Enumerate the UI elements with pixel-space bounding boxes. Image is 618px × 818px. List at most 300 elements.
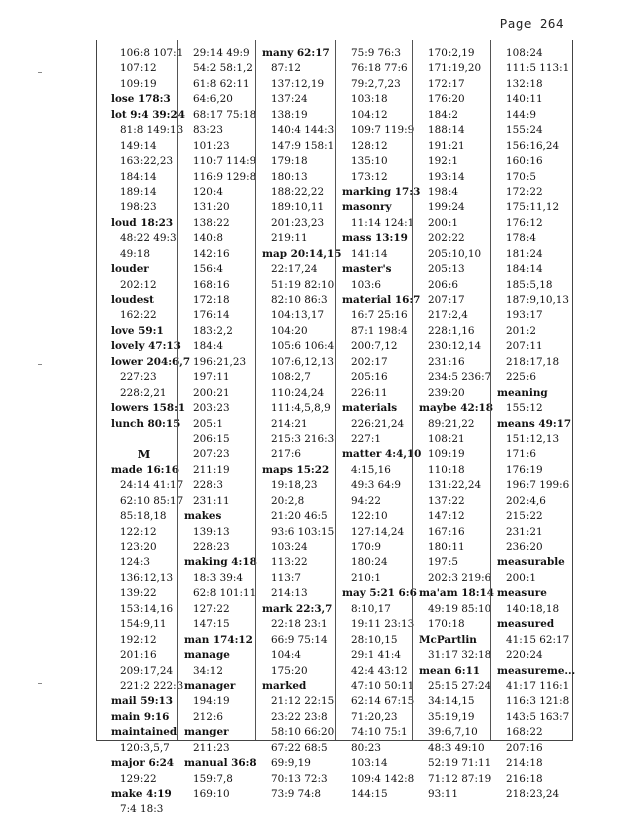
index-entry-line: 167:16 <box>428 525 465 538</box>
index-entry-line: 200:1 <box>506 571 536 584</box>
index-term: main 9:16 <box>111 710 170 723</box>
index-entry-line: 156:16,24 <box>506 139 560 152</box>
index-entry-line: 127:22 <box>193 602 230 615</box>
index-term: major 6:24 <box>111 757 175 770</box>
index-term: loudest <box>111 294 154 306</box>
index-term: make 4:19 <box>111 788 172 800</box>
index-entry-line: 138:19 <box>271 108 308 121</box>
index-entry-line: 39:6,7,10 <box>428 726 478 739</box>
index-entry-line: 226:21,24 <box>351 417 405 430</box>
index-entry-line: 22:18 23:1 <box>271 618 328 631</box>
index-entry-line: 170:5 <box>506 170 536 183</box>
index-entry-line: 239:20 <box>428 386 465 399</box>
index-entry-line: 48:3 49:10 <box>428 741 485 754</box>
index-term: ma'am 18:14 <box>419 587 495 600</box>
index-entry-line: 171:19,20 <box>428 62 482 75</box>
index-entry-line: 54:2 58:1,2 <box>193 62 253 75</box>
index-entry-line: 221:2 222:3 <box>120 679 184 692</box>
section-letter: M <box>137 447 151 462</box>
index-entry-line: 200:7,12 <box>351 340 398 353</box>
index-entry-line: 107:6,12,13 <box>271 355 334 368</box>
index-entry-line: 109:4 142:8 <box>351 772 415 785</box>
index-entry-line: 231:21 <box>506 525 543 538</box>
index-entry-line: 184:14 <box>506 263 543 276</box>
index-entry-line: 64:6,20 <box>193 93 233 106</box>
index-entry-line: 214:21 <box>271 417 308 430</box>
index-entry-line: 212:6 <box>193 710 223 723</box>
index-entry-line: 155:12 <box>506 402 543 415</box>
index-entry-line: 122:12 <box>120 525 157 538</box>
index-entry-line: 104:4 <box>271 649 301 662</box>
index-entry-line: 172:18 <box>193 294 230 306</box>
index-entry-line: 202:4,6 <box>506 494 546 507</box>
word-index-table <box>96 40 576 816</box>
index-entry-line: 196:7 199:6 <box>506 479 570 492</box>
index-entry-line: 207:16 <box>506 741 543 754</box>
index-entry-line: 129:22 <box>120 772 157 785</box>
index-entry-line: 75:9 76:3 <box>351 47 401 59</box>
index-entry-line: 110:24,24 <box>271 386 325 399</box>
index-entry-line: 231:16 <box>428 355 465 368</box>
index-entry-line: 103:14 <box>351 757 388 770</box>
index-entry-line: 211:19 <box>193 463 230 476</box>
index-entry-line: 175:20 <box>271 664 308 677</box>
index-entry-line: 207:23 <box>193 448 230 461</box>
index-entry-line: 201:16 <box>120 649 157 662</box>
index-entry-line: 143:5 163:7 <box>506 710 570 723</box>
index-term: many 62:17 <box>262 47 330 59</box>
index-term: louder <box>111 263 149 276</box>
index-entry-line: 138:22 <box>193 216 230 229</box>
index-entry-line: 199:24 <box>428 201 465 214</box>
index-column-2 <box>177 40 257 800</box>
margin-mark <box>38 364 42 365</box>
index-entry-line: 144:9 <box>506 108 536 121</box>
index-entry-line: 205:10,10 <box>428 247 482 260</box>
index-term: lot 9:4 39:24 <box>111 108 185 121</box>
index-term: manage <box>184 649 230 662</box>
index-entry-line: 61:8 62:11 <box>193 77 250 90</box>
index-term: manager <box>184 679 236 692</box>
index-entry-line: 104:12 <box>351 108 388 121</box>
index-entry-line: 74:10 75:1 <box>351 726 408 739</box>
index-entry-line: 111:4,5,8,9 <box>271 402 331 415</box>
index-entry-line: 206:15 <box>193 432 230 445</box>
index-entry-line: 178:4 <box>506 232 536 245</box>
index-entry-line: 168:22 <box>506 726 543 739</box>
index-entry-line: 31:17 32:18 <box>428 649 492 662</box>
index-term: meaning <box>497 386 548 399</box>
index-term: maintained <box>111 726 178 739</box>
index-entry-line: 202:12 <box>120 278 157 291</box>
index-entry-line: 211:23 <box>193 741 230 754</box>
index-entry-line: 62:10 85:17 <box>120 494 184 507</box>
index-entry-line: 189:14 <box>120 185 157 198</box>
index-entry-line: 7:4 18:3 <box>120 803 164 816</box>
index-entry-line: 155:24 <box>506 124 543 137</box>
index-entry-line: 179:18 <box>271 155 308 168</box>
index-term: may 5:21 6:6 <box>342 587 417 600</box>
index-entry-line: 234:5 236:7 <box>428 371 492 384</box>
index-entry-line: 170:18 <box>428 618 465 631</box>
index-entry-line: 21:20 46:5 <box>271 510 328 523</box>
index-entry-line: 23:22 23:8 <box>271 710 328 723</box>
index-column-4 <box>335 40 422 800</box>
index-entry-line: 137:24 <box>271 93 308 106</box>
index-entry-line: 28:10,15 <box>351 633 398 646</box>
index-entry-line: 20:2,8 <box>271 494 305 507</box>
index-entry-line: 147:9 158:1 <box>271 139 335 152</box>
index-entry-line: 169:10 <box>193 788 230 800</box>
index-entry-line: 206:6 <box>428 278 458 291</box>
index-entry-line: 171:6 <box>506 448 536 461</box>
index-entry-line: 228:1,16 <box>428 324 475 337</box>
index-entry-line: 217:2,4 <box>428 309 468 322</box>
index-entry-line: 113:22 <box>271 556 308 569</box>
index-entry-line: 180:24 <box>351 556 388 569</box>
index-entry-line: 202:22 <box>428 232 465 245</box>
index-term: manger <box>184 726 229 739</box>
index-entry-line: 201:2 <box>506 324 536 337</box>
index-term: mail 59:13 <box>111 695 173 708</box>
index-entry-line: 217:6 <box>271 448 301 461</box>
index-entry-line: 170:9 <box>351 541 381 553</box>
index-entry-line: 109:7 119:9 <box>351 124 415 137</box>
index-entry-line: 176:14 <box>193 309 230 322</box>
index-entry-line: 104:13,17 <box>271 309 325 322</box>
index-entry-line: 191:21 <box>428 139 465 152</box>
index-entry-line: 109:19 <box>428 448 465 461</box>
index-entry-line: 4:15,16 <box>351 463 391 476</box>
index-entry-line: 144:15 <box>351 788 388 800</box>
index-term: man 174:12 <box>184 633 253 646</box>
index-entry-line: 127:14,24 <box>351 525 405 538</box>
index-entry-line: 192:12 <box>120 633 157 646</box>
index-entry-line: 137:22 <box>428 494 465 507</box>
index-term: lovely 47:13 <box>111 340 181 353</box>
index-entry-line: 29:14 49:9 <box>193 47 250 59</box>
index-entry-line: 62:8 101:11 <box>193 587 257 600</box>
index-entry-line: 139:13 <box>193 525 230 538</box>
index-entry-line: 25:15 27:24 <box>428 679 492 692</box>
index-entry-line: 29:1 41:4 <box>351 649 401 662</box>
index-entry-line: 188:22,22 <box>271 185 325 198</box>
index-entry-line: 110:7 114:9 <box>193 155 257 168</box>
index-entry-line: 173:12 <box>351 170 388 183</box>
index-entry-line: 151:12,13 <box>506 432 560 445</box>
index-entry-line: 41:15 62:17 <box>506 633 570 646</box>
index-entry-line: 58:10 66:20 <box>271 726 335 739</box>
index-entry-line: 24:14 41:17 <box>120 479 184 492</box>
index-entry-line: 140:18,18 <box>506 602 560 615</box>
index-entry-line: 203:23 <box>193 402 230 415</box>
index-entry-line: 215:3 216:3 <box>271 432 335 445</box>
index-entry-line: 68:17 75:18 <box>193 108 257 121</box>
index-entry-line: 122:10 <box>351 510 388 523</box>
index-entry-line: 120:3,5,7 <box>120 741 170 754</box>
index-entry-line: 219:11 <box>271 232 308 245</box>
index-entry-line: 183:2,2 <box>193 324 233 337</box>
index-entry-line: 108:24 <box>506 47 543 59</box>
index-entry-line: 120:4 <box>193 185 223 198</box>
index-entry-line: 198:4 <box>428 185 458 198</box>
index-entry-line: 35:19,19 <box>428 710 475 723</box>
index-term: material 16:7 <box>342 294 421 306</box>
index-entry-line: 180:11 <box>428 541 465 553</box>
index-entry-line: 21:12 22:15 <box>271 695 335 708</box>
index-entry-line: 214:18 <box>506 757 543 770</box>
index-entry-line: 103:24 <box>271 541 308 553</box>
index-entry-line: 140:8 <box>193 232 223 245</box>
index-entry-line: 147:12 <box>428 510 465 523</box>
index-column-3 <box>255 40 342 800</box>
index-entry-line: 69:9,19 <box>271 757 311 770</box>
index-term: measureme... <box>497 664 576 677</box>
index-entry-line: 188:14 <box>428 124 465 137</box>
index-entry-line: 79:2,7,23 <box>351 77 401 90</box>
index-column-1 <box>97 40 191 816</box>
index-entry-line: 200:21 <box>193 386 230 399</box>
index-entry-line: 153:14,16 <box>120 602 174 615</box>
index-entry-line: 160:16 <box>506 155 543 168</box>
index-entry-line: 181:24 <box>506 247 543 260</box>
index-entry-line <box>111 432 177 447</box>
index-entry-line: 205:1 <box>193 417 223 430</box>
index-term: measurable <box>497 556 565 569</box>
index-entry-line: 22:17,24 <box>271 263 318 276</box>
index-entry-line: 104:20 <box>271 324 308 337</box>
index-entry-line: 49:19 85:10 <box>428 602 492 615</box>
index-entry-line: 226:11 <box>351 386 388 399</box>
index-entry-line: 192:1 <box>428 155 458 168</box>
index-term: matter 4:4,10 <box>342 448 422 461</box>
index-entry-line: 136:12,13 <box>120 571 174 584</box>
index-entry-line: 85:18,18 <box>120 510 167 523</box>
index-entry-line: 106:8 107:1 <box>120 47 184 59</box>
margin-mark <box>38 683 42 684</box>
index-entry-line: 176:19 <box>506 463 543 476</box>
index-entry-line: 94:22 <box>351 494 381 507</box>
index-entry-line: 216:18 <box>506 772 543 785</box>
index-entry-line: 105:6 106:4 <box>271 340 335 353</box>
index-term: lose 178:3 <box>111 93 171 106</box>
index-term: manual 36:8 <box>184 757 257 770</box>
index-entry-line: 147:15 <box>193 618 230 631</box>
index-entry-line: 187:9,10,13 <box>506 294 569 306</box>
index-entry-line: 49:18 <box>120 247 150 260</box>
index-entry-line: 200:1 <box>428 216 458 229</box>
index-entry-line: 225:6 <box>506 371 536 384</box>
index-entry-line: 135:10 <box>351 155 388 168</box>
index-term: McPartlin <box>419 633 477 646</box>
index-entry-line: 210:1 <box>351 571 381 584</box>
index-entry-line: 41:17 116:1 <box>506 679 570 692</box>
index-entry-line: 140:4 144:3 <box>271 124 335 137</box>
index-term: mass 13:19 <box>342 232 408 245</box>
index-entry-line: 197:11 <box>193 371 230 384</box>
margin-mark <box>38 72 42 73</box>
index-entry-line: 184:14 <box>120 170 157 183</box>
index-entry-line: 103:6 <box>351 278 381 291</box>
index-term: maps 15:22 <box>262 463 330 476</box>
index-entry-line: 142:16 <box>193 247 230 260</box>
index-entry-line: 154:9,11 <box>120 618 167 631</box>
index-term: lunch 80:15 <box>111 417 181 430</box>
index-entry-line: 140:11 <box>506 93 543 106</box>
index-entry-line: 123:20 <box>120 541 157 553</box>
index-entry-line: 176:20 <box>428 93 465 106</box>
index-entry-line: 184:4 <box>193 340 223 353</box>
index-entry-line: 124:3 <box>120 556 150 569</box>
index-entry-line: 172:22 <box>506 185 543 198</box>
index-entry-line: 49:3 64:9 <box>351 479 401 492</box>
index-entry-line: 215:22 <box>506 510 543 523</box>
index-entry-line: 93:11 <box>428 788 458 800</box>
index-entry-line: 176:12 <box>506 216 543 229</box>
index-entry-line: 228:3 <box>193 479 223 492</box>
index-entry-line: 156:4 <box>193 263 223 276</box>
index-entry-line: 19:18,23 <box>271 479 318 492</box>
index-entry-line: 16:7 25:16 <box>351 309 408 322</box>
index-entry-line: 89:21,22 <box>428 417 475 430</box>
index-entry-line: 83:23 <box>193 124 223 137</box>
index-entry-line: 87:12 <box>271 62 301 75</box>
index-entry-line: 34:14,15 <box>428 695 475 708</box>
index-entry-line: 116:9 129:8 <box>193 170 257 183</box>
index-entry-line: 168:16 <box>193 278 230 291</box>
index-entry-line: 70:13 72:3 <box>271 772 328 785</box>
index-entry-line: 80:23 <box>351 741 381 754</box>
index-entry-line: 227:23 <box>120 371 157 384</box>
index-entry-line: 209:17,24 <box>120 664 174 677</box>
index-entry-line: 189:10,11 <box>271 201 325 214</box>
index-entry-line: 42:4 43:12 <box>351 664 408 677</box>
index-entry-line: 205:16 <box>351 371 388 384</box>
index-entry-line: 228:2,21 <box>120 386 167 399</box>
index-column-6 <box>490 40 576 800</box>
index-entry-line: 172:17 <box>428 77 465 90</box>
index-entry-line: 201:23,23 <box>271 216 325 229</box>
index-entry-line: 111:5 113:1 <box>506 62 570 75</box>
index-entry-line: 202:3 219:6 <box>428 571 492 584</box>
index-entry-line: 131:22,24 <box>428 479 482 492</box>
index-entry-line: 194:19 <box>193 695 230 708</box>
index-entry-line: 214:13 <box>271 587 308 600</box>
index-entry-line: 207:11 <box>506 340 543 353</box>
index-term: making 4:18 <box>184 556 257 569</box>
index-entry-line: 107:12 <box>120 62 157 75</box>
index-entry-line: 87:1 198:4 <box>351 324 408 337</box>
index-term: lower 204:6,7 <box>111 355 191 368</box>
index-entry-line: 218:17,18 <box>506 355 560 368</box>
index-entry-line: 82:10 86:3 <box>271 294 328 306</box>
index-entry-line: 103:18 <box>351 93 388 106</box>
index-entry-line: 149:14 <box>120 139 157 152</box>
index-entry-line: 71:20,23 <box>351 710 398 723</box>
index-entry-line: 116:3 121:8 <box>506 695 570 708</box>
index-term: materials <box>342 402 398 415</box>
index-term: masonry <box>342 201 392 214</box>
index-entry-line: 109:19 <box>120 77 157 90</box>
index-entry-line: 163:22,23 <box>120 155 174 168</box>
index-entry-line: 196:21,23 <box>193 355 247 368</box>
index-entry-line: 230:12,14 <box>428 340 482 353</box>
index-entry-line: 110:18 <box>428 463 465 476</box>
index-term: love 59:1 <box>111 324 164 337</box>
index-entry-line: 11:14 124:1 <box>351 216 415 229</box>
index-entry-line: 193:17 <box>506 309 543 322</box>
index-entry-line: 108:21 <box>428 432 465 445</box>
index-entry-line: 8:10,17 <box>351 602 391 615</box>
index-entry-line: 218:23,24 <box>506 788 560 800</box>
index-term: makes <box>184 510 222 523</box>
index-term: loud 18:23 <box>111 216 174 229</box>
index-entry-line: 51:19 82:10 <box>271 278 335 291</box>
index-entry-line: 131:20 <box>193 201 230 214</box>
index-term: measured <box>497 618 555 631</box>
index-entry-line: 170:2,19 <box>428 47 475 59</box>
index-column-5 <box>412 40 495 800</box>
index-entry-line: 18:3 39:4 <box>193 571 243 584</box>
index-term: map 20:14,15 <box>262 247 342 260</box>
index-term: measure <box>497 587 547 600</box>
index-entry-line: 128:12 <box>351 139 388 152</box>
index-entry-line: 73:9 74:8 <box>271 788 321 800</box>
index-term: marked <box>262 679 307 692</box>
index-entry-line: 184:2 <box>428 108 458 121</box>
index-entry-line: 231:11 <box>193 494 230 507</box>
index-entry-line: 34:12 <box>193 664 223 677</box>
index-entry-line: 198:23 <box>120 201 157 214</box>
index-entry-line: 236:20 <box>506 541 543 553</box>
index-term: marking 17:3 <box>342 185 421 198</box>
index-entry-line: 175:11,12 <box>506 201 560 214</box>
index-entry-line: 66:9 75:14 <box>271 633 328 646</box>
index-term: made 16:16 <box>111 463 179 476</box>
index-entry-line: 47:10 50:11 <box>351 679 415 692</box>
index-entry-line: 180:13 <box>271 170 308 183</box>
index-entry-line: 159:7,8 <box>193 772 233 785</box>
index-term: master's <box>342 263 392 276</box>
index-entry-line: 101:23 <box>193 139 230 152</box>
index-entry-line: 139:22 <box>120 587 157 600</box>
index-entry-line: 162:22 <box>120 309 157 322</box>
index-entry-line: 76:18 77:6 <box>351 62 408 75</box>
index-entry-line: 205:13 <box>428 263 465 276</box>
index-entry-line: 71:12 87:19 <box>428 772 492 785</box>
index-entry-line: 193:14 <box>428 170 465 183</box>
index-entry-line: 227:1 <box>351 432 381 445</box>
index-entry-line: 141:14 <box>351 247 388 260</box>
index-entry-line: 93:6 103:15 <box>271 525 335 538</box>
index-term: mean 6:11 <box>419 664 481 677</box>
index-entry-line: 220:24 <box>506 649 543 662</box>
index-entry-line: 202:17 <box>351 355 388 368</box>
index-entry-line: 52:19 71:11 <box>428 757 492 770</box>
index-entry-line: 113:7 <box>271 571 301 584</box>
page-number: Page 264 <box>499 16 564 31</box>
index-entry-line: 81:8 149:13 <box>120 124 184 137</box>
index-entry-line: 19:11 23:13 <box>351 618 415 631</box>
index-entry-line: 228:23 <box>193 541 230 553</box>
index-entry-line: 137:12,19 <box>271 77 325 90</box>
index-entry-line: 197:5 <box>428 556 458 569</box>
index-entry-line: 48:22 49:3 <box>120 232 177 245</box>
index-entry-line: 62:14 67:15 <box>351 695 415 708</box>
index-entry-line: 185:5,18 <box>506 278 553 291</box>
index-term: means 49:17 <box>497 417 572 430</box>
index-term: maybe 42:18 <box>419 402 494 415</box>
